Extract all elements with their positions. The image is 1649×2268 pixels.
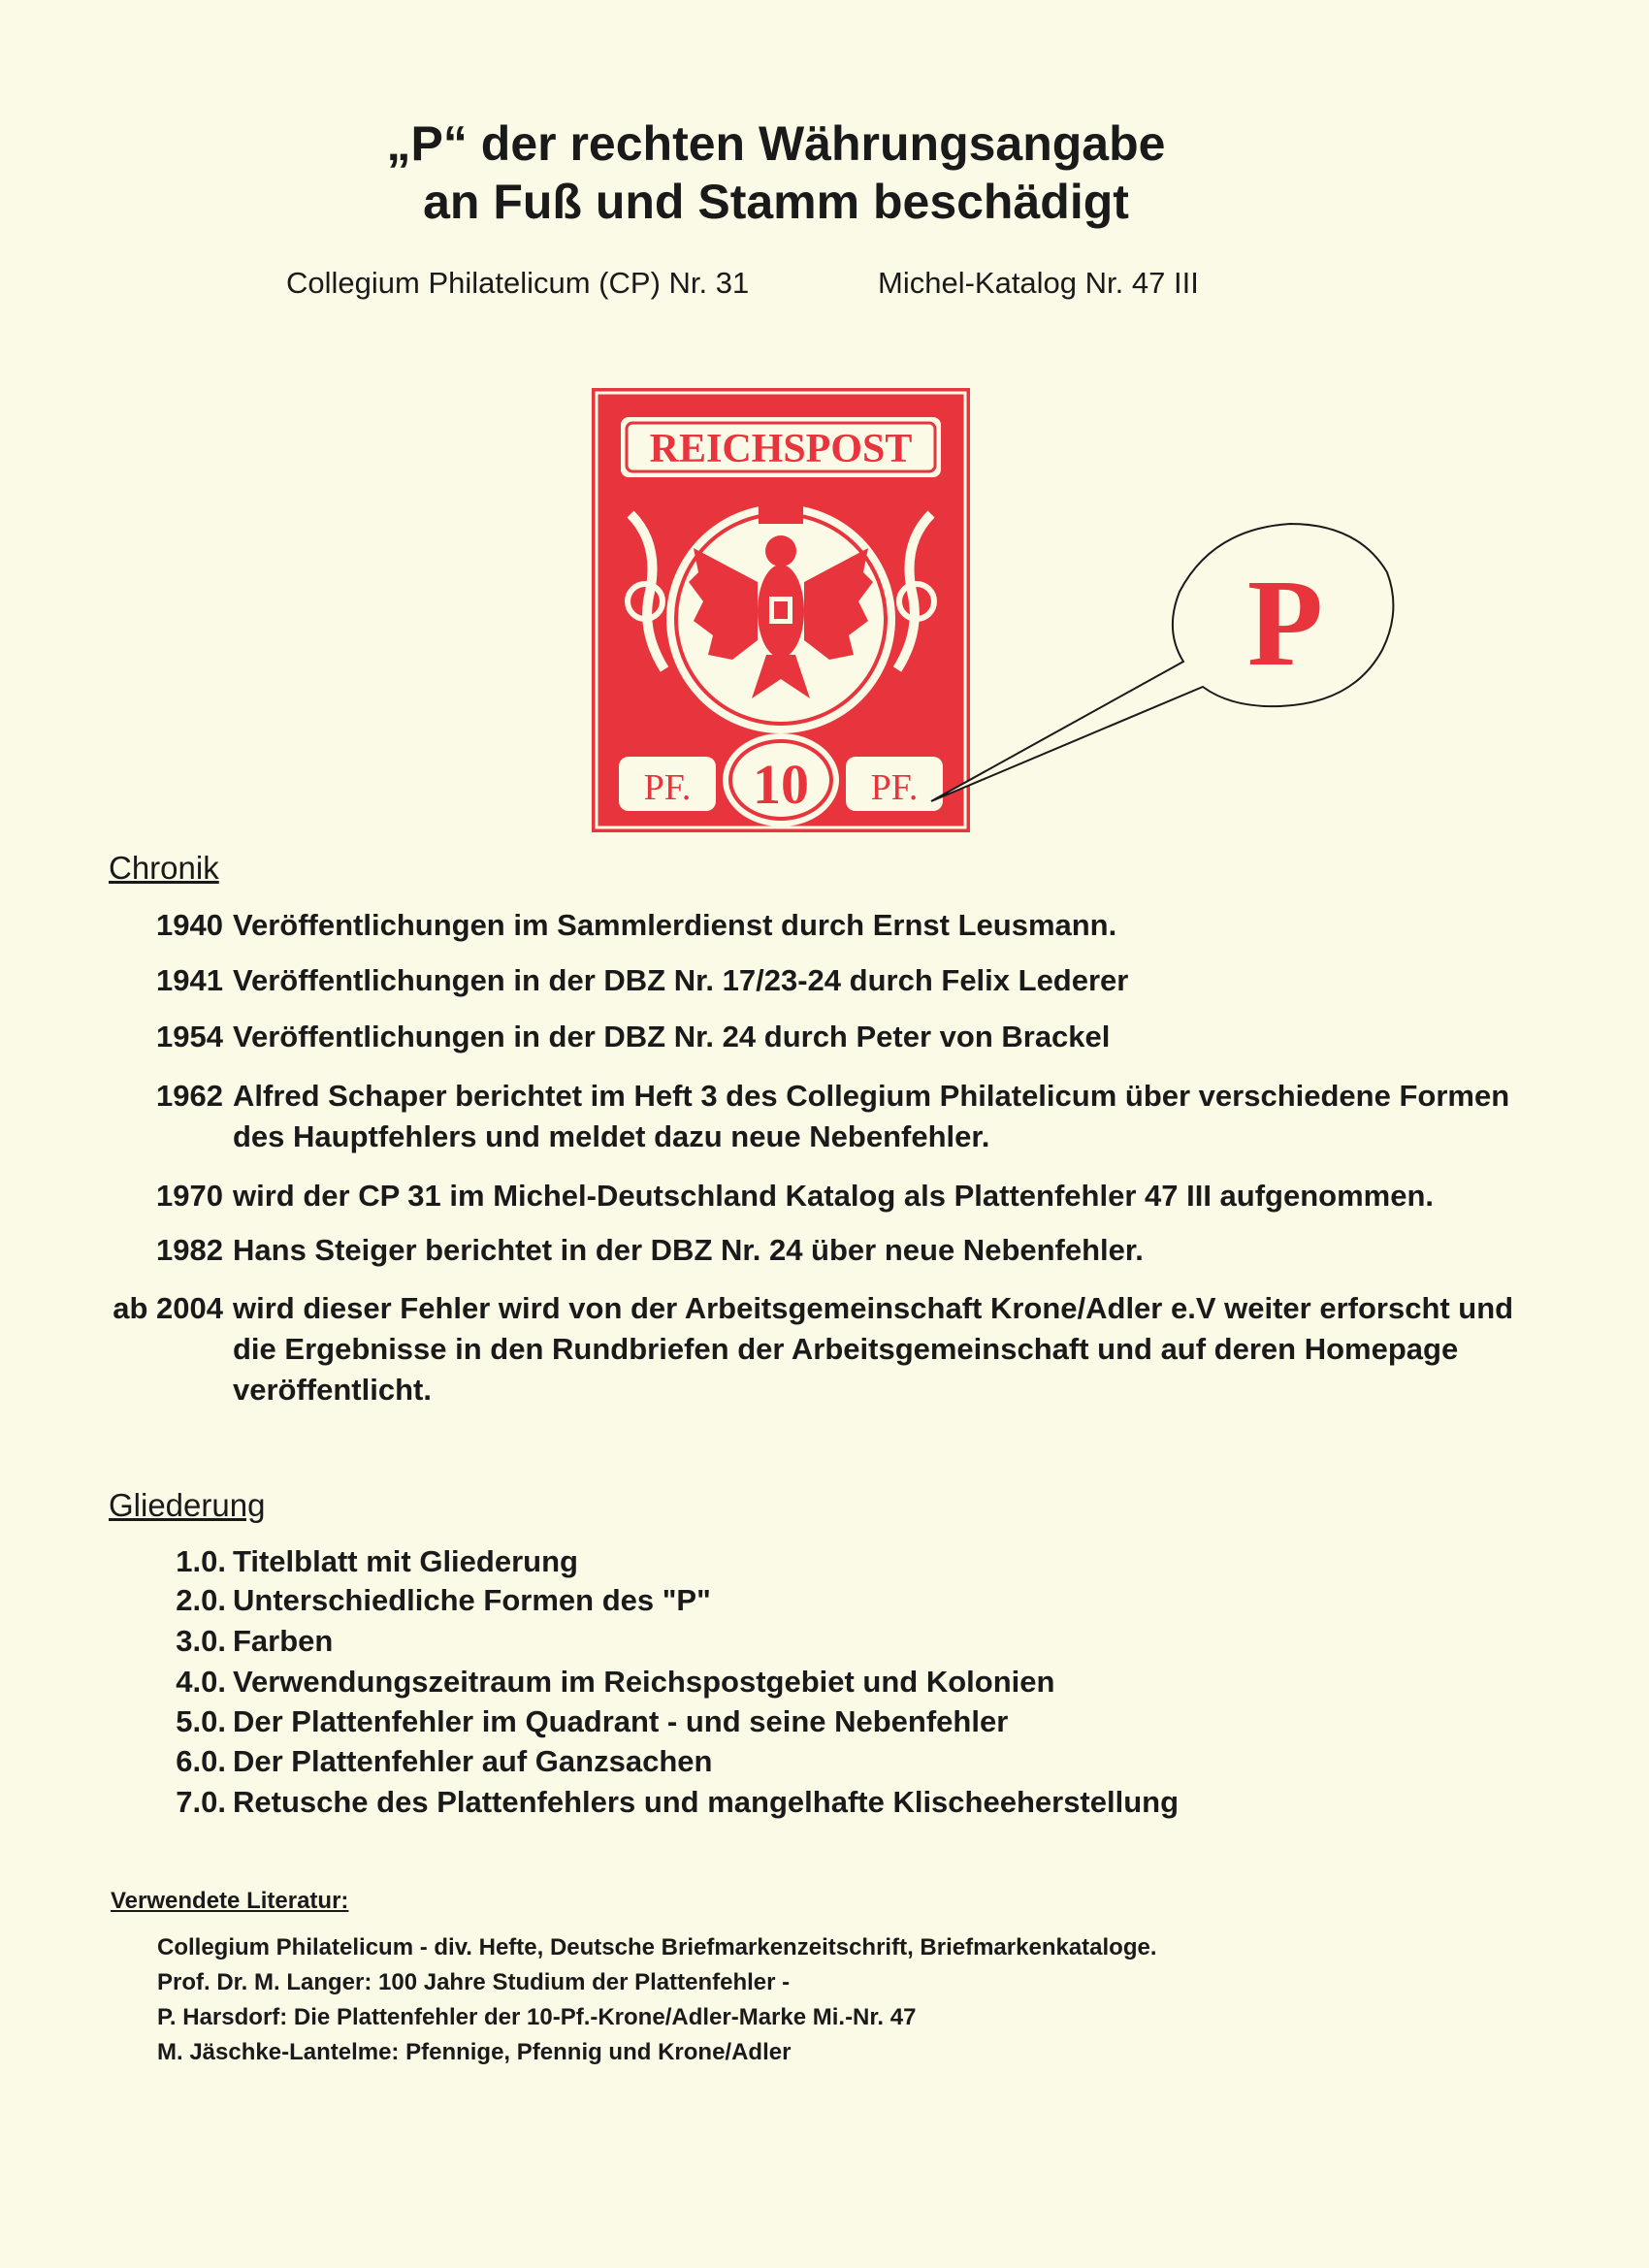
outline-text: Unterschiedliche Formen des "P": [233, 1583, 711, 1617]
callout-bubble: [931, 524, 1393, 801]
chronik-year: 1970: [156, 1179, 223, 1213]
outline-text: Retusche des Plattenfehlers und mangelhafte Klischeeherstellung: [233, 1785, 1180, 1819]
stamp-top-text: REICHSPOST: [649, 427, 913, 471]
outline-number: 4.0.: [176, 1665, 226, 1699]
chronik-text: Veröffentlichungen im Sammlerdienst durch Ernst Leusmann.: [233, 908, 1117, 942]
literature-item: Collegium Philatelicum - div. Hefte, Deutsche Briefmarkenzeitschrift, Briefmarkenkataloge.: [157, 1934, 1157, 1960]
michel-number: Michel-Katalog Nr. 47 III: [878, 266, 1199, 300]
outline-text: Der Plattenfehler im Quadrant - und seine Nebenfehler: [233, 1704, 1009, 1738]
outline-text: Farben: [233, 1624, 334, 1658]
outline-number: 6.0.: [176, 1744, 226, 1778]
literature-item: M. Jäschke-Lantelme: Pfennige, Pfennig und Krone/Adler: [157, 2039, 792, 2065]
outline-number: 5.0.: [176, 1704, 226, 1738]
chronik-text: wird dieser Fehler wird von der Arbeitsgemeinschaft Krone/Adler e.V weiter erforscht und die Ergebnisse in den Rundbriefen der Arbeitsgemeinschaft und auf deren Homepage veröffentlicht.: [233, 1291, 1514, 1407]
outline-number: 1.0.: [176, 1544, 226, 1578]
chronik-year: 1962: [156, 1079, 223, 1113]
title-line-2: an Fuß und Stamm beschädigt: [423, 175, 1129, 229]
stamp-center-value: 10: [753, 753, 809, 816]
outline-text: Der Plattenfehler auf Ganzsachen: [233, 1744, 713, 1778]
chronik-heading: Chronik: [109, 850, 219, 886]
stamp-right-value: PF.: [870, 767, 919, 808]
outline-number: 2.0.: [176, 1583, 226, 1617]
chronik-year: 1941: [156, 963, 223, 997]
literature-heading: Verwendete Literatur:: [111, 1888, 349, 1914]
outline-number: 3.0.: [176, 1624, 226, 1658]
chronik-text: Veröffentlichungen in der DBZ Nr. 24 durch Peter von Brackel: [233, 1020, 1111, 1053]
literature-item: Prof. Dr. M. Langer: 100 Jahre Studium der Plattenfehler -: [157, 1969, 791, 1995]
chronik-year: ab 2004: [113, 1291, 223, 1325]
chronik-year: 1954: [156, 1020, 223, 1053]
outline-number: 7.0.: [176, 1785, 226, 1819]
chronik-year: 1940: [156, 908, 223, 942]
cp-number: Collegium Philatelicum (CP) Nr. 31: [286, 266, 750, 300]
literature-item: P. Harsdorf: Die Plattenfehler der 10-Pf.-Krone/Adler-Marke Mi.-Nr. 47: [157, 2004, 917, 2030]
title-line-1: „P“ der rechten Währungsangabe: [386, 116, 1166, 171]
chronik-text: wird der CP 31 im Michel-Deutschland Katalog als Plattenfehler 47 III aufgenommen.: [233, 1179, 1435, 1213]
stamp-left-value: PF.: [643, 767, 692, 808]
callout-letter: P: [1246, 554, 1324, 692]
outline-text: Verwendungszeitraum im Reichspostgebiet und Kolonien: [233, 1665, 1055, 1699]
magnified-p-callout: [873, 504, 1416, 795]
gliederung-heading: Gliederung: [109, 1487, 266, 1523]
page-title: [0, 114, 1552, 231]
chronik-text: Veröffentlichungen in der DBZ Nr. 17/23-24 durch Felix Lederer: [233, 963, 1129, 997]
chronik-year: 1982: [156, 1233, 223, 1267]
chronik-text: Alfred Schaper berichtet im Heft 3 des Collegium Philatelicum über verschiedene Formen des Hauptfehlers und meldet dazu neue Nebenfehler.: [233, 1079, 1510, 1153]
outline-text: Titelblatt mit Gliederung: [233, 1544, 578, 1578]
chronik-text: Hans Steiger berichtet in der DBZ Nr. 24 über neue Nebenfehler.: [233, 1233, 1144, 1267]
